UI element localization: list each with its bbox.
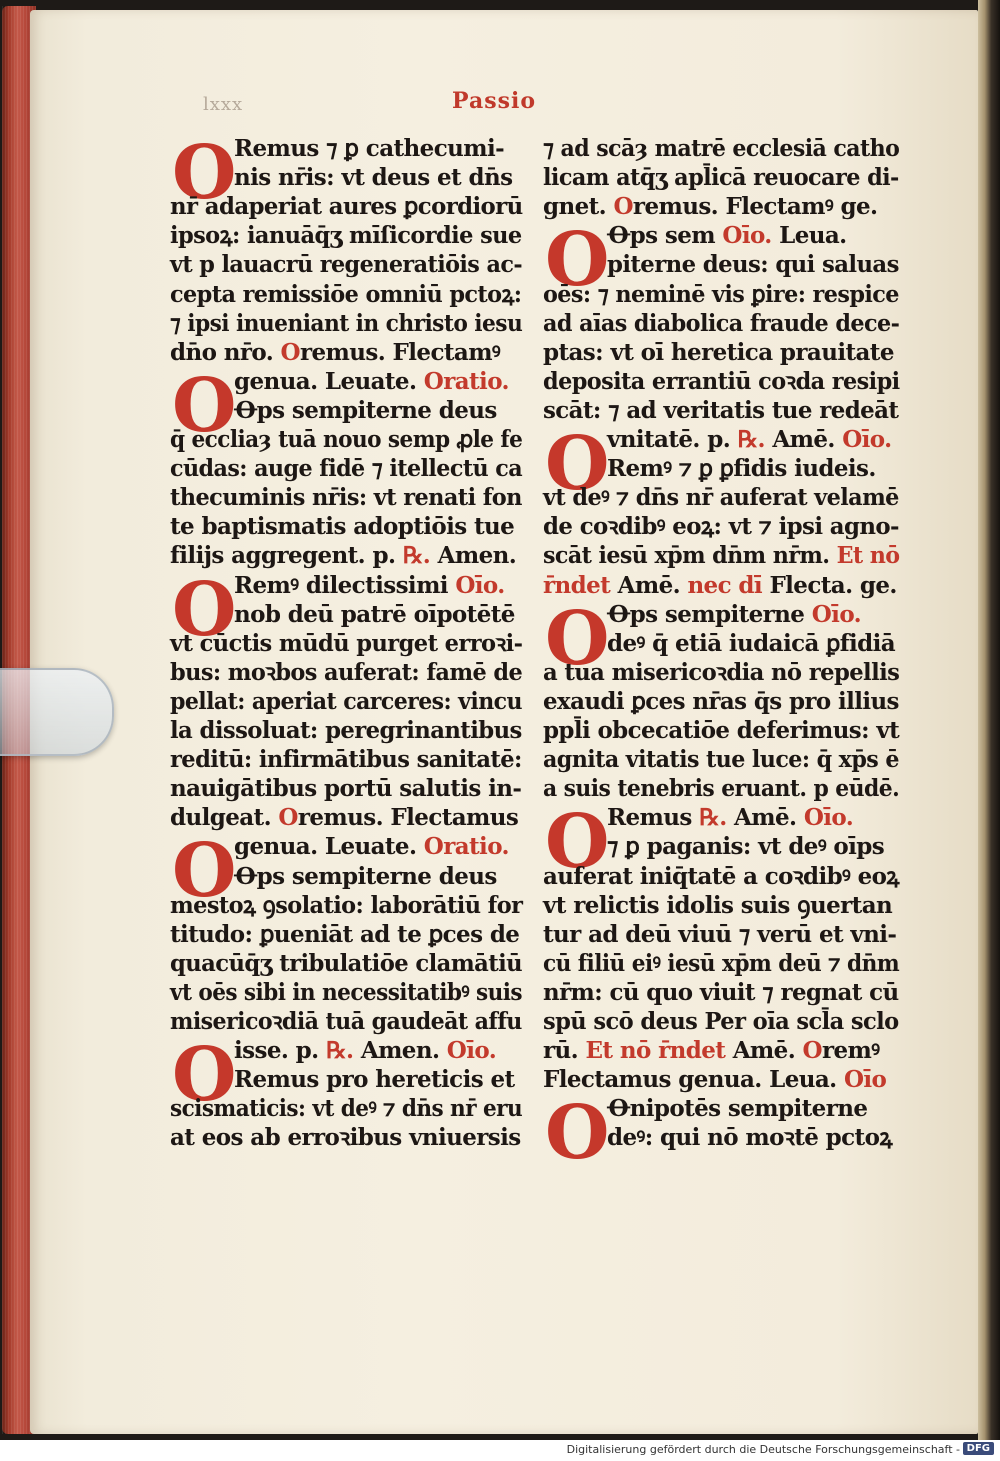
text-line xyxy=(170,280,521,310)
text-line xyxy=(607,803,853,833)
rubric-text: Oratio. xyxy=(423,833,509,861)
text-line xyxy=(607,221,847,251)
text-span: vt cūctis mūdū purget erroꝛi- xyxy=(170,629,523,657)
text-span: Amē. xyxy=(725,1037,803,1065)
initial-o: O xyxy=(172,130,237,216)
rubric-text: ℞. xyxy=(737,426,765,453)
text-span: Ꝋps sempiterne deus xyxy=(234,396,497,424)
text-span: gnet. xyxy=(543,193,614,221)
text-span: Remus ⁊ ꝑ cathecumi- xyxy=(234,135,505,162)
text-span: Amē. xyxy=(610,571,688,599)
rubric-text: Oīo. xyxy=(842,426,892,453)
text-line xyxy=(170,687,522,717)
text-line xyxy=(607,425,892,455)
rubric-text: Et nō xyxy=(836,542,900,570)
initial-o: O xyxy=(172,362,237,449)
text-span: agnita vitatis tue luce: q̄ xp̄s ē xyxy=(543,746,899,774)
initial-o: O xyxy=(545,1090,610,1177)
text-span: pellat: aperiat carceres: vincu xyxy=(170,687,522,715)
text-line xyxy=(543,891,892,921)
text-span: genua. Leuate. xyxy=(234,367,424,395)
text-line xyxy=(543,483,899,513)
text-span: de coꝛdibꝰ eoꝝ: vt ⁊ ipsi agno- xyxy=(543,513,899,541)
text-span: remus. Flectamus xyxy=(297,804,519,832)
text-span: scismaticis: vt deꝰ ⁊ dn̄s nr̄ eru xyxy=(170,1095,523,1123)
text-line xyxy=(607,1094,867,1124)
rubric-text: ℞. xyxy=(325,1037,354,1065)
text-line xyxy=(543,978,899,1008)
rubric-text: r̄ndet xyxy=(543,571,611,599)
text-line xyxy=(234,1065,515,1095)
rubric-text: O xyxy=(280,338,300,366)
text-line xyxy=(543,658,899,688)
folio-number: lxxx xyxy=(203,94,244,115)
text-line xyxy=(234,396,497,426)
text-span: ptas: vt oī heretica prauitate xyxy=(543,338,894,366)
text-span: nob deū patrē oīpotētē xyxy=(234,600,515,628)
text-span: filijs aggregent. p. xyxy=(170,542,403,570)
rubric-text: Oratio. xyxy=(423,367,509,395)
initial-o: O xyxy=(545,595,610,682)
text-span: genua. Leuate. xyxy=(234,833,424,861)
text-span: deposita errantiū coꝛda resipi xyxy=(543,367,900,395)
text-span: quacūq̄ʒ tribulatiōe clamātiū xyxy=(170,949,523,977)
text-span: Ꝋps sempiterne deus xyxy=(234,862,497,890)
text-span: Remus xyxy=(607,804,700,832)
rubric-text: Et nō r̄ndet xyxy=(585,1037,726,1065)
text-line xyxy=(543,512,899,542)
text-span: deꝰ q̄ etiā iudaicā ꝑfidiā xyxy=(607,629,896,657)
page-clip xyxy=(0,668,114,756)
text-span: Flectamus genua. Leua. xyxy=(543,1066,844,1094)
text-line xyxy=(170,1123,521,1153)
text-line xyxy=(607,454,876,484)
text-line xyxy=(543,687,899,717)
text-line xyxy=(234,600,515,630)
rubric-text: ℞. xyxy=(402,542,431,570)
text-line xyxy=(170,920,519,950)
text-span: misericoꝛdiā tuā gaudeāt affu xyxy=(170,1008,522,1035)
text-span: nis nr̄is: vt deus et dn̄s xyxy=(234,164,513,192)
rubric-text: Oīo. xyxy=(455,571,505,599)
text-line xyxy=(170,891,522,921)
text-span: ipsoꝝ: ianuāq̄ʒ mīſicordie sue xyxy=(170,222,522,250)
text-span: vnitatē. p. xyxy=(607,426,738,453)
binding-edge xyxy=(978,0,1000,1440)
text-line xyxy=(170,454,522,484)
text-line xyxy=(170,949,522,979)
text-span: Ꝋps sem xyxy=(607,222,723,250)
text-line xyxy=(170,716,522,746)
text-span: auferat iniq̄tatē a coꝛdibꝰ eoꝝ xyxy=(543,862,899,890)
rubric-text: O xyxy=(802,1037,822,1065)
text-span: ad aīas diabolica fraude dece- xyxy=(543,309,900,337)
text-span: cū filiū eiꝰ iesū xp̄m deū ⁊ dn̄m xyxy=(543,949,900,977)
rubric-text: Oīo. xyxy=(811,600,862,628)
text-line xyxy=(170,658,522,688)
text-line xyxy=(170,221,522,251)
text-line xyxy=(607,832,884,862)
text-span: dn̄o nr̄o. xyxy=(170,338,281,366)
text-line xyxy=(170,192,523,222)
text-span: vt relictis idolis suis ꝯuertan xyxy=(543,891,893,919)
text-span: a suis tenebris eruant. p eūdē. xyxy=(543,775,900,803)
text-line xyxy=(543,541,900,571)
text-line xyxy=(170,1094,522,1124)
text-span: oēs: ⁊ neminē vis ꝑire: respice xyxy=(543,280,899,308)
text-line xyxy=(543,1036,879,1066)
rubric-text: Oīo. xyxy=(446,1037,497,1065)
text-line xyxy=(543,862,899,892)
text-span: la dissoluat: peregrinantibus xyxy=(170,717,522,744)
text-span: remꝰ xyxy=(821,1037,880,1065)
text-span: cūdas: auge fidē ⁊ itellectū ca xyxy=(170,455,523,483)
text-line xyxy=(543,367,900,397)
initial-o: O xyxy=(172,566,237,653)
text-line xyxy=(543,745,899,775)
text-line xyxy=(170,774,521,804)
text-span: q̄ eccliaȝ tuā nouo semp ꝓle fe xyxy=(170,426,523,453)
text-line xyxy=(543,134,899,164)
initial-o: O xyxy=(545,421,610,507)
text-span: nauigātibus portū salutis in- xyxy=(170,775,522,803)
text-line xyxy=(543,309,899,339)
text-span: vt deꝰ ⁊ dn̄s nr̄ auferat velamē xyxy=(543,484,899,512)
text-line xyxy=(234,134,504,164)
rubric-text: O xyxy=(613,193,633,221)
rubric-text: O xyxy=(278,804,298,832)
text-line xyxy=(543,163,899,193)
text-line xyxy=(543,949,899,979)
text-line xyxy=(170,745,522,775)
rubric-text: Oīo. xyxy=(803,804,854,832)
text-line xyxy=(234,571,505,601)
text-span: Amen. xyxy=(430,542,517,570)
text-span: licam atq̄ʒ apl̄icā reuocare di- xyxy=(543,164,899,192)
rubric-text: nec dī xyxy=(687,571,763,599)
text-span: ⁊ ipsi inueniant in christo iesu xyxy=(170,309,523,337)
text-line xyxy=(543,1007,899,1037)
text-span: Remus pro hereticis et xyxy=(234,1066,515,1094)
text-span: mestoꝝ ꝯsolatio: laborātiū for xyxy=(170,891,523,919)
text-span: deꝰ: qui nō moꝛtē pctoꝝ xyxy=(607,1124,893,1152)
text-line xyxy=(234,1036,496,1066)
text-line xyxy=(234,367,509,397)
text-line xyxy=(234,163,512,193)
text-span: Ꝋps sempiterne xyxy=(607,600,812,628)
text-span: reditū: infirmātibus sanitatē: xyxy=(170,746,522,774)
text-span: rū. xyxy=(543,1037,586,1065)
text-span: at eos ab erroꝛibus vniuersis xyxy=(170,1124,521,1152)
text-line xyxy=(170,978,522,1008)
text-span: isse. p. xyxy=(234,1037,326,1065)
text-line xyxy=(543,280,899,310)
text-span: Amē. xyxy=(726,804,804,832)
text-span: vt p lauacrū regeneratiōis ac- xyxy=(170,251,523,279)
text-line xyxy=(543,716,899,746)
text-line xyxy=(543,338,894,368)
text-span: Amen. xyxy=(353,1037,447,1065)
initial-o: O xyxy=(172,828,237,915)
text-line xyxy=(234,832,509,862)
initial-o: O xyxy=(545,217,610,304)
rubric-text: Oīo. xyxy=(722,222,772,250)
text-span: titudo: ꝑueniāt ad te ꝑces de xyxy=(170,920,520,948)
text-line xyxy=(170,512,514,542)
text-line xyxy=(170,250,522,280)
text-span: exaudi ꝑces nr̄as q̄s pro illius xyxy=(543,687,899,715)
text-span: remus. Flectamꝰ ge. xyxy=(632,193,878,221)
text-line xyxy=(607,600,861,630)
text-span: nr̄ adaperiat aures ꝑcordiorū xyxy=(170,193,523,221)
text-line xyxy=(170,629,522,659)
text-line xyxy=(170,425,522,455)
text-span: nr̄m: cū quo viuit ⁊ regnat cū xyxy=(543,978,899,1006)
text-span: dulgeat. xyxy=(170,804,279,832)
text-line xyxy=(170,309,522,339)
text-span: a tua misericoꝛdia nō repellis xyxy=(543,658,900,686)
text-span: cepta remissiōe omniū pctoꝝ: xyxy=(170,280,522,308)
text-line xyxy=(607,250,899,280)
text-line xyxy=(170,483,522,513)
text-line xyxy=(543,920,896,950)
text-span: spū scō deus Per oīa scl̄a sclo xyxy=(543,1008,899,1035)
text-span: bus: moꝛbos auferat: famē de xyxy=(170,658,523,686)
text-span: Amē. xyxy=(764,426,843,453)
text-span: remus. Flectamꝰ xyxy=(299,338,501,366)
text-span: ppl̄i obcecatiōe deferimus: vt xyxy=(543,717,900,744)
text-span: thecuminis nr̄is: vt renati fon xyxy=(170,484,522,512)
text-span: scāt iesū xp̄m dn̄m nr̄m. xyxy=(543,542,837,570)
text-span: Leua. xyxy=(771,222,847,250)
credit-text: Digitalisierung gefördert durch die Deutsche Forschungsgemeinschaft - xyxy=(566,1443,960,1456)
text-line xyxy=(607,629,895,659)
text-span: te baptismatis adoptiōis tue xyxy=(170,513,515,541)
text-line xyxy=(607,1123,892,1153)
text-span: vt oēs sibi in necessitatibꝰ suis xyxy=(170,978,522,1006)
text-span: Remꝰ ⁊ ꝑ ꝑfidis iudeis. xyxy=(607,455,876,483)
rubric-text: ℞. xyxy=(699,804,727,832)
text-line xyxy=(234,862,497,892)
text-span: piterne deus: qui saluas xyxy=(607,251,899,279)
rubric-text: Oīo xyxy=(843,1066,887,1094)
dfg-logo: DFG xyxy=(963,1442,994,1455)
text-span: scāt: ⁊ ad veritatis tue redeāt xyxy=(543,396,899,424)
text-span: Flecta. ge. xyxy=(762,571,897,599)
text-span: Ꝋnipotēs sempiterne xyxy=(607,1095,868,1123)
initial-o: O xyxy=(172,1032,237,1119)
text-span: tur ad deū viuū ⁊ verū et vni- xyxy=(543,920,897,948)
running-head: Passio xyxy=(452,88,537,114)
text-span: ⁊ ad scāȝ matrē ecclesiā catho xyxy=(543,135,900,162)
text-span: ⁊ ꝑ paganis: vt deꝰ oīps xyxy=(607,833,885,861)
credit-bar xyxy=(0,1440,1000,1461)
initial-o: O xyxy=(545,799,610,886)
text-span: Remꝰ dilectissimi xyxy=(234,571,456,599)
